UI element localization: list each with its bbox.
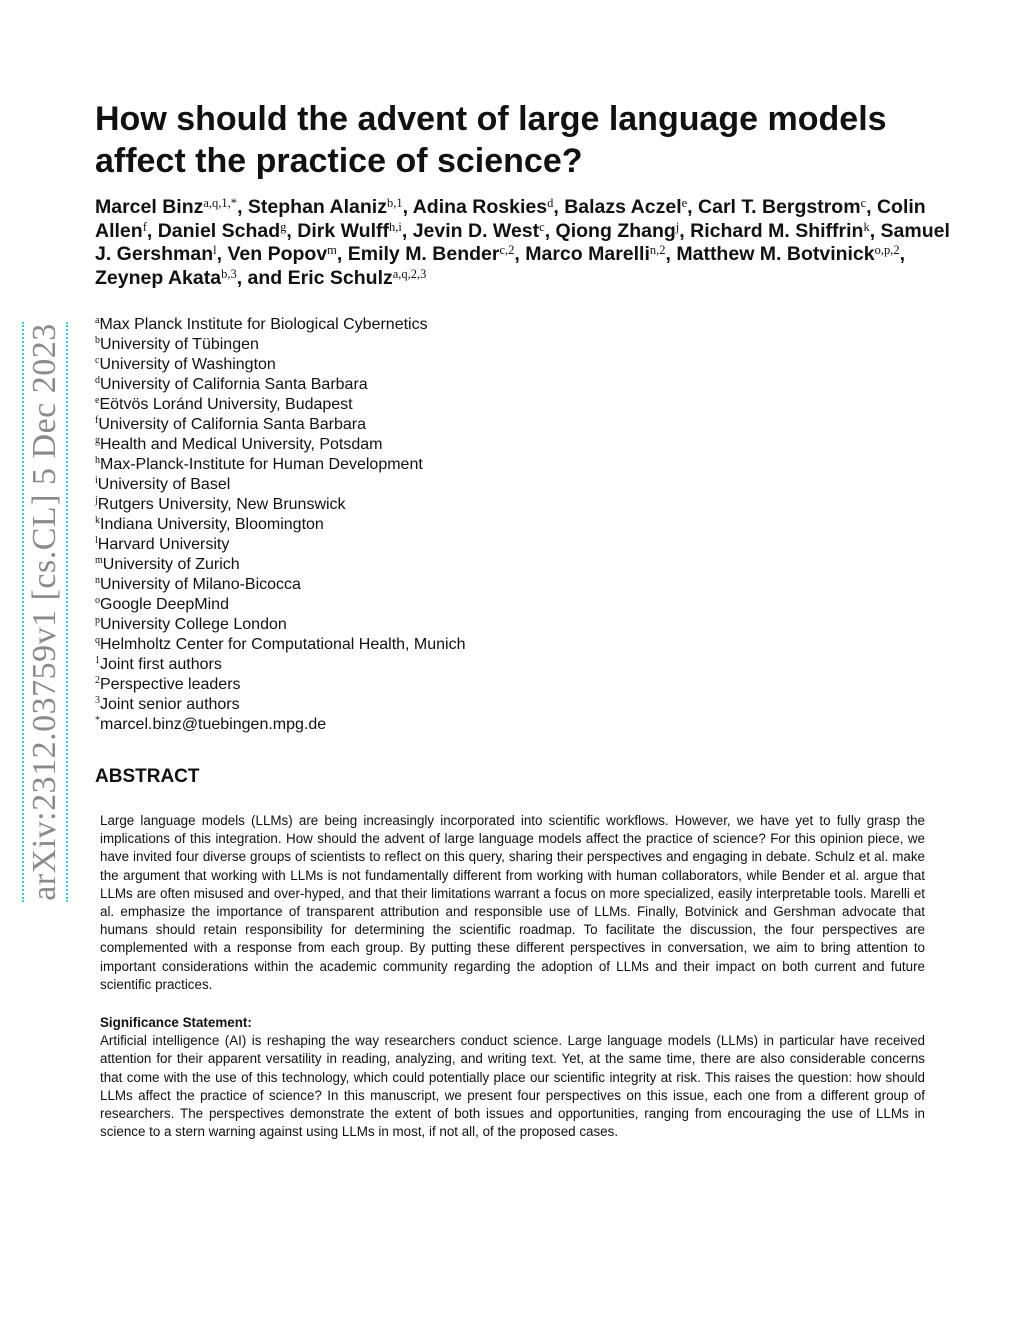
affiliation-key: j [95, 495, 98, 506]
affiliation-text: University of Washington [99, 356, 276, 373]
author-name: Richard M. Shiffrin [690, 219, 864, 242]
author-separator: , [402, 196, 413, 218]
author-name: Qiong Zhang [555, 219, 676, 242]
author-affiliation-marker: h,i [389, 219, 402, 234]
author-affiliation-marker: k [863, 219, 870, 234]
affiliation-key: g [95, 435, 100, 446]
author-separator: , [679, 219, 691, 242]
author-name: Matthew M. Botvinick [676, 243, 875, 265]
affiliation-item [95, 395, 466, 415]
abstract-heading: ABSTRACT [95, 766, 200, 787]
affiliation-item [95, 375, 466, 395]
affiliation-text: Indiana University, Bloomington [100, 516, 324, 533]
affiliation-item [95, 455, 466, 475]
author-separator: , [216, 243, 228, 265]
affiliation-text: Perspective leaders [100, 676, 241, 693]
significance-statement [100, 1014, 925, 1141]
author-name: Adina Roskies [412, 196, 548, 218]
affiliation-item [95, 615, 466, 635]
affiliation-item [95, 515, 466, 535]
affiliation-text: Health and Medical University, Potsdam [100, 436, 383, 453]
affiliation-text: University of California Santa Barbara [98, 416, 367, 433]
author-separator: , [899, 243, 906, 265]
abstract-text: Large language models (LLMs) are being increasingly incorporated into scientific workflows. However, we have yet to fully grasp the implications of this integration. How should the advent of large language models affect the practice of science? For this opinion piece, we have invited four diverse groups of scientists to reflect on this query, sharing their perspectives and engaging in debate. Schulz et al. make the argument that working with LLMs is not fundamentally different from working with human collaborators, while Bender et al. argue that LLMs are often misused and over-hyped, and that their limitations warrant a focus on more specialized, easily interpretable tools. Marelli et al. emphasize the importance of transparent attribution and responsible use of LLMs. Finally, Botvinick and Gershman advocate that humans should retain responsibility for determining the scientific roadmap. To facilitate the discussion, the four perspectives are complemented with a response from each group. By putting these different perspectives in conversation, we aim to bring attention to important considerations within the academic community regarding the adoption of LLMs and their impact on both current and future scientific practices. [100, 813, 925, 992]
affiliation-text: University College London [100, 616, 287, 633]
affiliation-item [95, 655, 466, 675]
affiliation-item [95, 715, 466, 735]
author-name: Stephan Alaniz [247, 196, 387, 218]
author-name: Zeynep Akata [95, 266, 222, 289]
affiliation-item [95, 415, 466, 435]
author-affiliation-marker: g [280, 219, 287, 234]
affiliation-list [95, 315, 466, 735]
affiliation-text: Max-Planck-Institute for Human Development [100, 456, 423, 473]
affiliation-item [95, 435, 466, 455]
affiliation-item [95, 335, 466, 355]
paper-title: How should the advent of large language models affect the practice of science? [95, 100, 887, 180]
author-name: Marco Marelli [525, 243, 650, 265]
affiliation-key: 1 [95, 655, 100, 666]
affiliation-key: d [95, 375, 100, 386]
affiliation-item [95, 315, 466, 335]
affiliation-text: Max Planck Institute for Biological Cybernetics [99, 316, 428, 333]
affiliation-key: q [95, 635, 100, 646]
affiliation-text: University of Milano-Bicocca [100, 576, 301, 593]
affiliation-text: University of Tübingen [100, 336, 259, 353]
author-name: Carl T. Bergstrom [698, 196, 861, 218]
affiliation-item [95, 475, 466, 495]
author-affiliation-marker: b,1 [386, 196, 403, 210]
affiliation-key: k [95, 515, 100, 526]
author-name: Samuel J. Gershman [95, 219, 950, 265]
author-separator: , [869, 219, 881, 242]
author-separator: , [544, 219, 556, 242]
arxiv-stamp-frame [22, 322, 68, 902]
author-name: Marcel Binz [95, 196, 204, 218]
significance-heading: Significance Statement: [100, 1015, 252, 1030]
affiliation-key: h [95, 455, 100, 466]
affiliation-key: m [95, 555, 103, 566]
affiliation-item [95, 495, 466, 515]
author-affiliation-marker: b,3 [221, 266, 237, 281]
author-affiliation-marker: l [213, 243, 217, 257]
affiliation-text: Joint first authors [100, 656, 222, 673]
author-separator: , and [236, 266, 288, 289]
author-name: Dirk Wulff [297, 219, 389, 242]
author-name: Daniel Schad [157, 219, 281, 242]
author-name: Eric Schulz [287, 266, 393, 289]
author-name: Ven Popov [227, 243, 328, 265]
affiliation-text: Eötvös Loránd University, Budapest [99, 396, 353, 413]
affiliation-item [95, 675, 466, 695]
affiliation-key: c [95, 355, 100, 366]
affiliation-text: University of Basel [97, 476, 231, 493]
affiliation-item [95, 635, 466, 655]
author-separator: , [146, 219, 158, 242]
affiliation-key: i [95, 475, 98, 486]
affiliation-key: 2 [95, 675, 100, 686]
affiliation-item [95, 535, 466, 555]
author-separator: , [336, 243, 348, 265]
affiliation-key: n [95, 575, 100, 586]
affiliation-key: a [95, 315, 100, 326]
affiliation-item [95, 575, 466, 595]
author-affiliation-marker: c,2 [499, 243, 515, 257]
author-affiliation-marker: a,q,1,* [203, 196, 238, 210]
affiliation-item [95, 355, 466, 375]
author-separator: , [237, 196, 248, 218]
affiliation-key: l [95, 535, 98, 546]
author-name: Jevin D. West [412, 219, 540, 242]
significance-text: Artificial intelligence (AI) is reshaping the way researchers conduct science. Large language models (LLMs) in particular have received attention for their apparent versatility in reading, analyzing, and writing text. Yet, at the same time, there are also considerable concerns that come with the use of this technology, which could potentially place our scientific integrity at risk. This raises the question: how should LLMs affect the practice of science? In this manuscript, we present four perspectives on this issue, each one from a different group of researchers. The perspectives demonstrate the extent of both issues and opportunities, ranging from encouraging the use of LLMs in science to a stern warning against using LLMs in most, if not all, of the proposed cases. [100, 1033, 925, 1140]
affiliation-key: b [95, 335, 100, 346]
affiliation-item [95, 555, 466, 575]
author-separator: , [665, 243, 677, 265]
author-name: Colin Allen [95, 196, 926, 242]
author-separator: , [866, 196, 877, 218]
author-separator: , [514, 243, 526, 265]
author-affiliation-marker: j [675, 219, 680, 234]
affiliation-text: Google DeepMind [100, 596, 229, 613]
author-affiliation-marker: f [142, 219, 147, 234]
author-affiliation-marker: o,p,2 [874, 243, 900, 257]
author-name: Balazs Aczel [564, 196, 682, 218]
affiliation-text: Harvard University [97, 536, 230, 553]
author-affiliation-marker: n,2 [649, 243, 666, 257]
affiliation-text: University of California Santa Barbara [100, 376, 368, 393]
affiliation-text: Helmholtz Center for Computational Health, Munich [100, 636, 466, 653]
affiliation-key: e [95, 395, 100, 406]
author-separator: , [553, 196, 565, 218]
affiliation-key: 3 [95, 695, 100, 706]
affiliation-text: Joint senior authors [100, 696, 240, 713]
affiliation-key: p [95, 615, 100, 626]
author-separator: , [401, 219, 413, 242]
affiliation-text: marcel.binz@tuebingen.mpg.de [100, 716, 327, 733]
affiliation-key: * [95, 715, 100, 726]
author-affiliation-marker: c [860, 196, 867, 210]
affiliation-text: University of Zurich [102, 556, 240, 573]
affiliation-item [95, 695, 466, 715]
author-separator: , [687, 196, 699, 218]
author-affiliation-marker: d [547, 196, 554, 210]
arxiv-identifier-stamp: arXiv:2312.03759v1 [cs.CL] 5 Dec 2023 [26, 323, 63, 901]
affiliation-text: Rutgers University, New Brunswick [97, 496, 346, 513]
author-affiliation-marker: m [327, 243, 337, 257]
affiliation-key: o [95, 595, 100, 606]
affiliation-key: f [95, 415, 99, 426]
author-affiliation-marker: c [539, 219, 545, 234]
author-list [95, 196, 955, 290]
affiliation-item [95, 595, 466, 615]
author-affiliation-marker: a,q,2,3 [392, 266, 427, 281]
author-affiliation-marker: e [681, 196, 688, 210]
author-separator: , [286, 219, 298, 242]
author-name: Emily M. Bender [347, 243, 500, 265]
